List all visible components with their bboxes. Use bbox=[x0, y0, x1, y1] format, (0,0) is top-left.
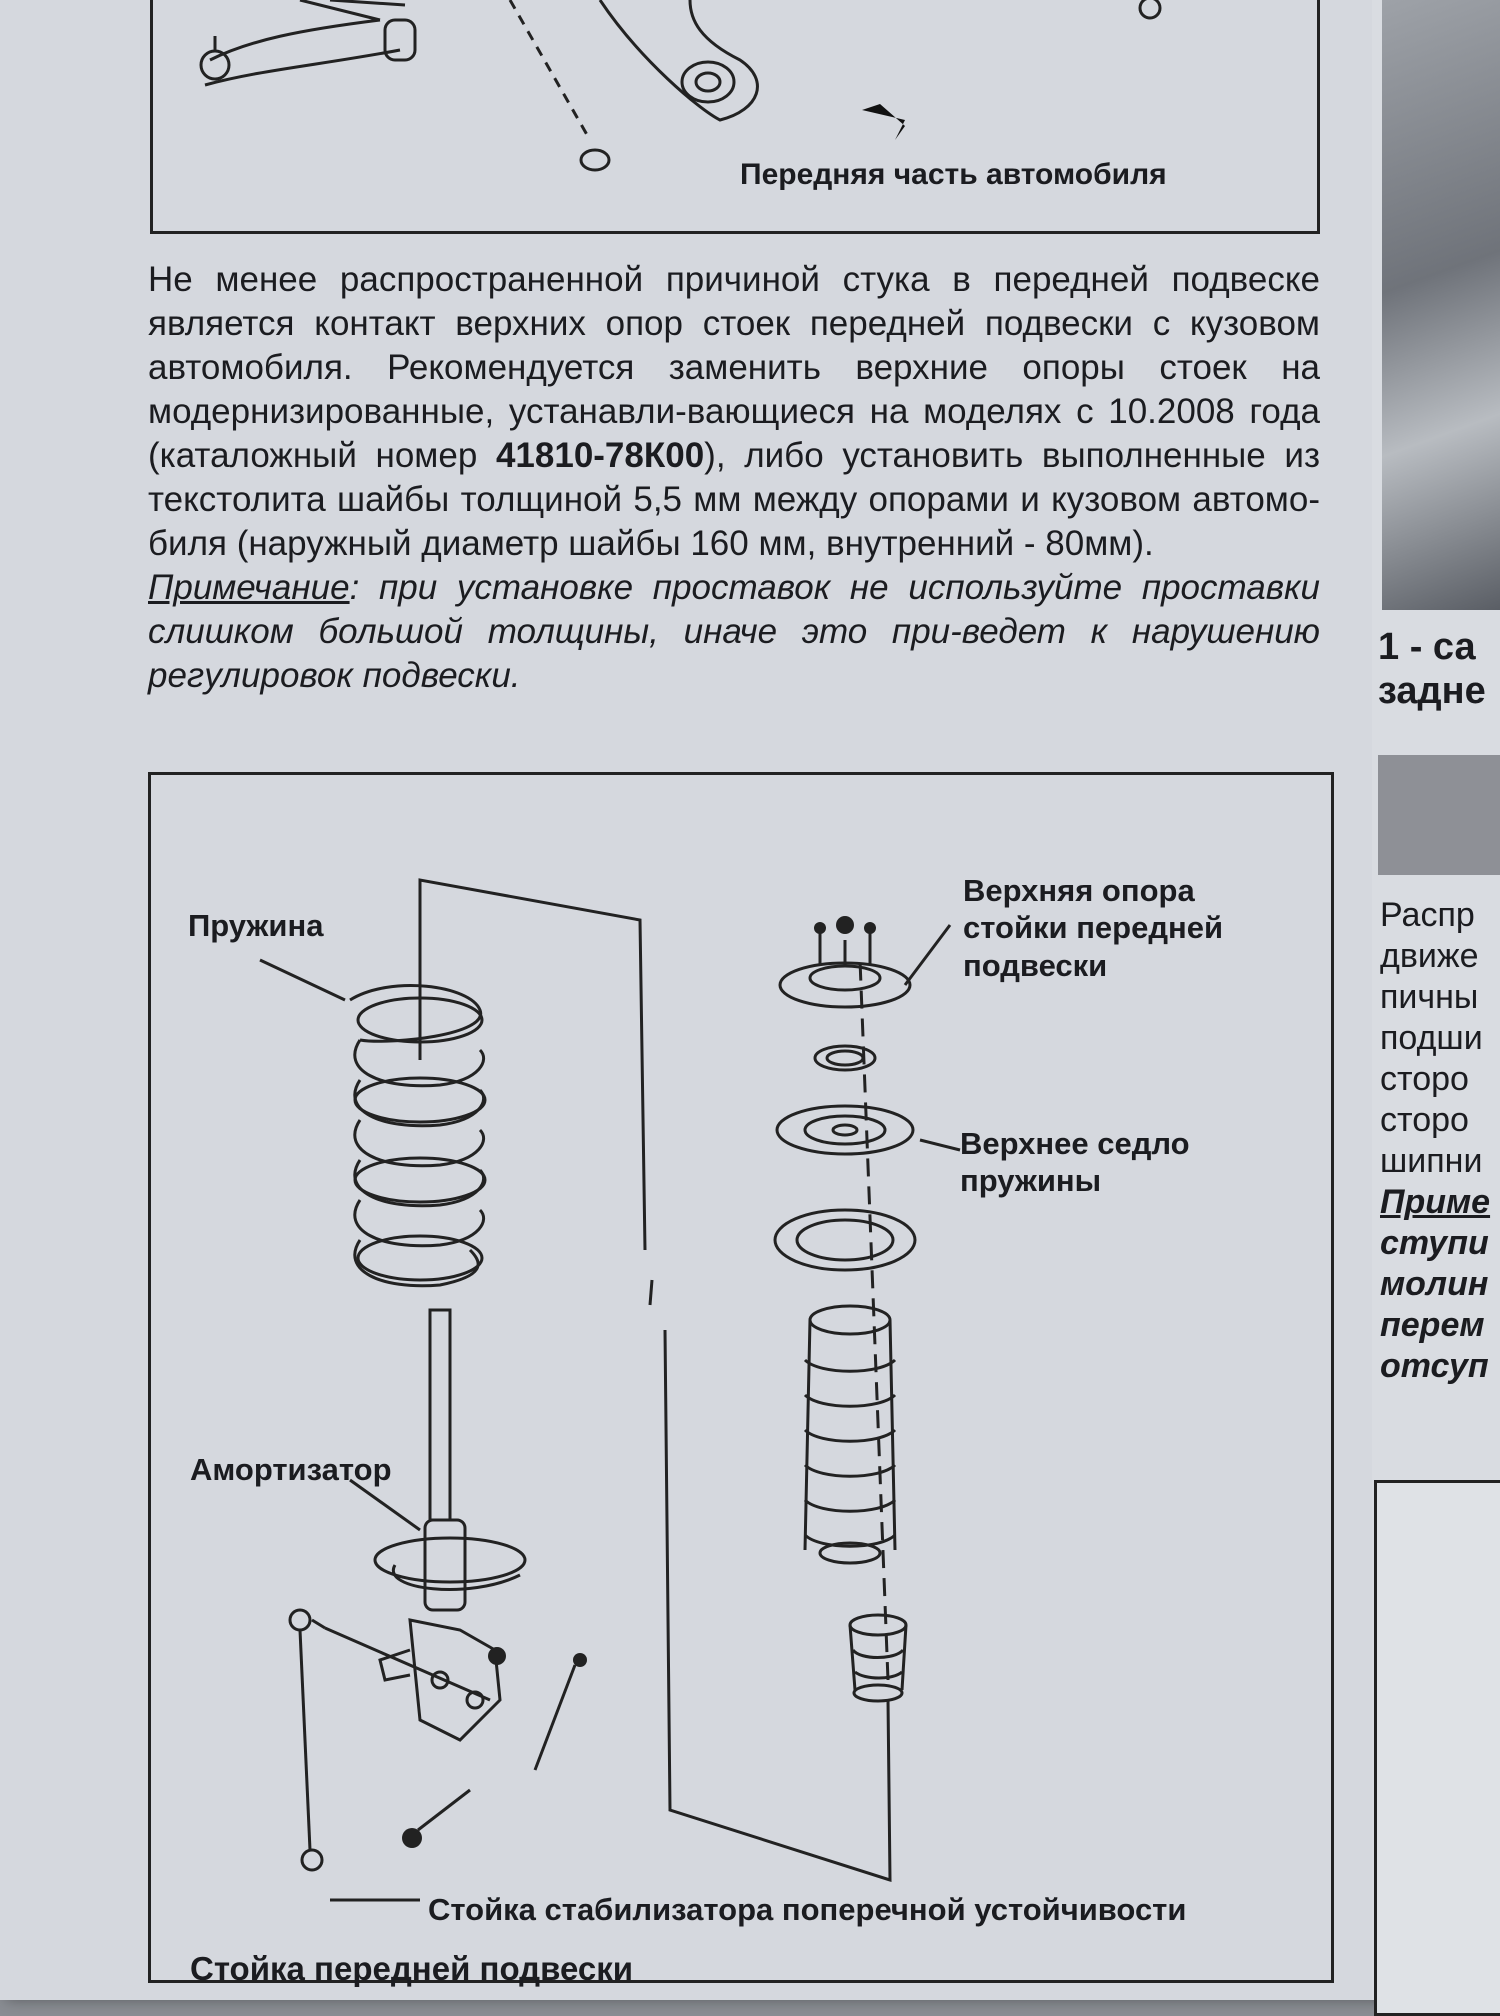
spring-seat-label-line-1: Верхнее седло bbox=[960, 1126, 1190, 1161]
spring bbox=[350, 986, 485, 1286]
adjacent-page-photo bbox=[1382, 0, 1500, 610]
shock-absorber bbox=[375, 1310, 525, 1740]
catalog-number: 41810-78К00 bbox=[495, 436, 705, 475]
top-mount bbox=[775, 930, 915, 1270]
shock-absorber-label: Амортизатор bbox=[190, 1452, 392, 1487]
adjacent-page-text: Распр движе пичны подши сторо сторо шипни Приме ступи молин перем отсуп bbox=[1380, 896, 1491, 1385]
adjacent-page-section-bar bbox=[1378, 755, 1500, 875]
stabilizer-link-label: Стойка стабилизатора поперечной устойчивости bbox=[428, 1892, 1187, 1927]
top-figure-caption: Передняя часть автомобиля bbox=[740, 158, 1167, 191]
note-label: Примечание bbox=[148, 568, 350, 607]
note-text: : при установке проставок не используйте проставки слишком большой толщины, иначе это при-ведет к нарушению регулировок подвески. bbox=[148, 568, 1320, 695]
paragraph-text: Не менее распространенной причиной стука в передней подвеске является контакт верхних опор стоек передней подвески с кузовом автомобиля. Рекомендуется заменить верхние опоры стоек на модернизированные, устанавли-вающиеся на моделях с 10.2008 года (каталожный номер 41810-78К00), либо установить выполненные из текстолита шайбы толщиной 5,5 мм между опорами и кузовом автомо-биля (наружный диаметр шайбы 160 мм, внутренний - 80мм). bbox=[148, 260, 1321, 563]
top-mount-label-line-1: Верхняя опора bbox=[963, 873, 1195, 908]
adjacent-page-heading: 1 - са задне bbox=[1378, 626, 1486, 712]
bump-stop bbox=[850, 1615, 906, 1701]
figure-title: Стойка передней подвески bbox=[190, 1950, 634, 1987]
spring-label: Пружина bbox=[188, 908, 324, 943]
adjacent-page-figure-box bbox=[1374, 1480, 1500, 2016]
adjacent-note-label: Приме bbox=[1380, 1183, 1491, 1221]
top-mount-label-line-3: подвески bbox=[963, 948, 1108, 983]
spring-seat-label-line-2: пружины bbox=[960, 1163, 1102, 1198]
top-mount-label-line-2: стойки передней bbox=[963, 910, 1224, 945]
